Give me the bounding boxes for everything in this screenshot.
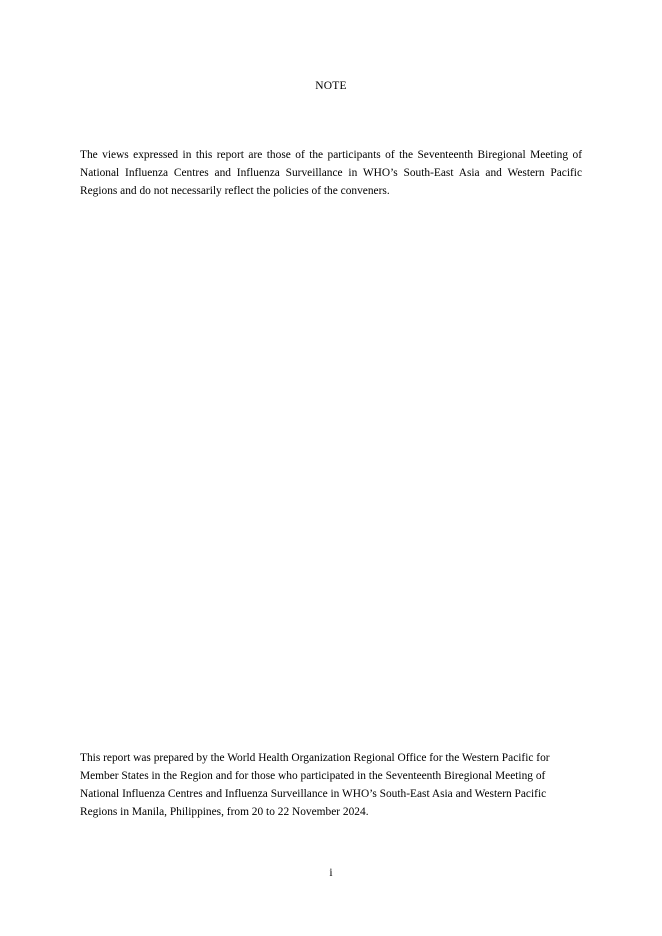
page-title: NOTE — [315, 80, 347, 92]
disclaimer-paragraph: The views expressed in this report are those of the participants of the Seventeenth Biregional Meeting of National Influenza Centres and Influenza Surveillance in WHO’s South-East Asia and Western Pacific Regions and do not necessarily reflect the policies of the conveners. — [80, 149, 582, 198]
page-number: i — [329, 867, 333, 879]
preparation-paragraph: This report was prepared by the World Health Organization Regional Office for the Western Pacific for Member States in the Region and for those who participated in the Seventeenth Biregional Meeting of National Influenza Centres and Influenza Surveillance in WHO’s South-East Asia and Western Pacific Regions in Manila, Philippines, from 20 to 22 November 2024. — [80, 752, 550, 819]
